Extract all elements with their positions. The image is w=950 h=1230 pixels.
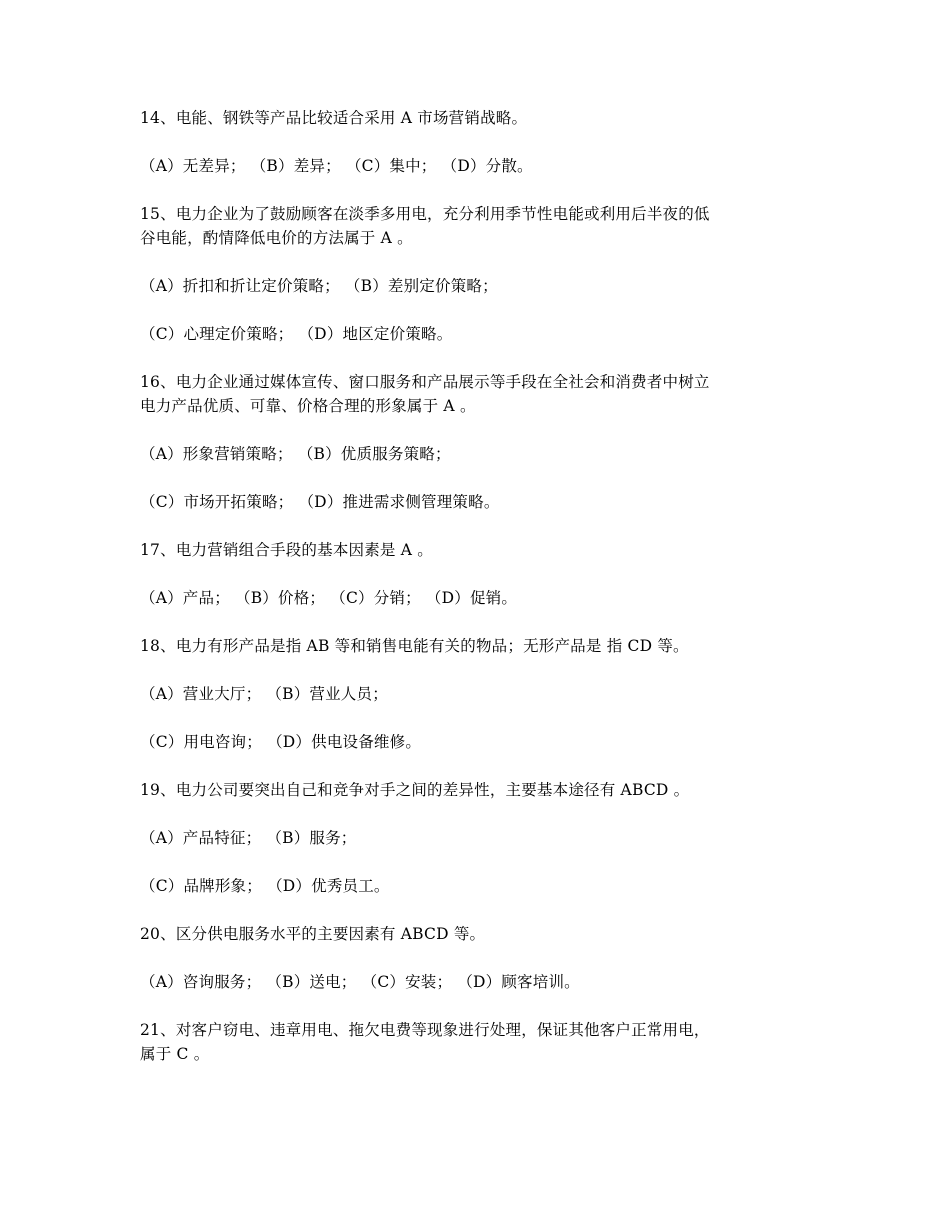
question-15-stem-line-2: 谷电能，酌情降低电价的方法属于 A 。 (140, 229, 413, 247)
question-19-stem: 19、电力公司要突出自己和竞争对手之间的差异性，主要基本途径有 ABCD 。 (140, 781, 690, 799)
question-18-options-line-2: （C）用电咨询； （D）供电设备维修。 (140, 733, 422, 751)
question-14-options: （A）无差异； （B）差异； （C）集中； （D）分散。 (140, 157, 533, 175)
question-18-options-line-1: （A）营业大厅； （B）营业人员； (140, 685, 388, 703)
question-15-options-line-2: （C）心理定价策略； （D）地区定价策略。 (140, 325, 453, 343)
question-16-options-line-1: （A）形象营销策略； （B）优质服务策略； (140, 445, 451, 463)
question-17-stem: 17、电力营销组合手段的基本因素是 A 。 (140, 541, 433, 559)
question-19-options-line-1: （A）产品特征； （B）服务； (140, 829, 357, 847)
document-page (140, 106, 820, 1066)
question-16-options-line-2: （C）市场开拓策略； （D）推进需求侧管理策略。 (140, 493, 500, 511)
question-21-stem-line-2: 属于 C 。 (140, 1045, 210, 1063)
question-18-stem: 18、电力有形产品是指 AB 等和销售电能有关的物品；无形产品是 指 CD 等。 (140, 637, 689, 655)
question-20-stem: 20、区分供电服务水平的主要因素有 ABCD 等。 (140, 925, 486, 943)
question-17-options: （A）产品； （B）价格； （C）分销； （D）促销。 (140, 589, 518, 607)
question-21-stem-line-1: 21、对客户窃电、违章用电、拖欠电费等现象进行处理，保证其他客户正常用电， (140, 1021, 710, 1039)
question-19-options-line-2: （C）品牌形象； （D）优秀员工。 (140, 877, 390, 895)
question-16-stem-line-2: 电力产品优质、可靠、价格合理的形象属于 A 。 (140, 397, 476, 415)
question-20-options: （A）咨询服务； （B）送电； （C）安装； （D）顾客培训。 (140, 973, 580, 991)
question-15-stem-line-1: 15、电力企业为了鼓励顾客在淡季多用电，充分利用季节性电能或利用后半夜的低 (140, 205, 710, 223)
question-14-stem: 14、电能、钢铁等产品比较适合采用 A 市场营销战略。 (140, 109, 528, 127)
question-16-stem-line-1: 16、电力企业通过媒体宣传、窗口服务和产品展示等手段在全社会和消费者中树立 (140, 373, 710, 391)
question-15-options-line-1: （A）折扣和折让定价策略； （B）差别定价策略； (140, 277, 498, 295)
